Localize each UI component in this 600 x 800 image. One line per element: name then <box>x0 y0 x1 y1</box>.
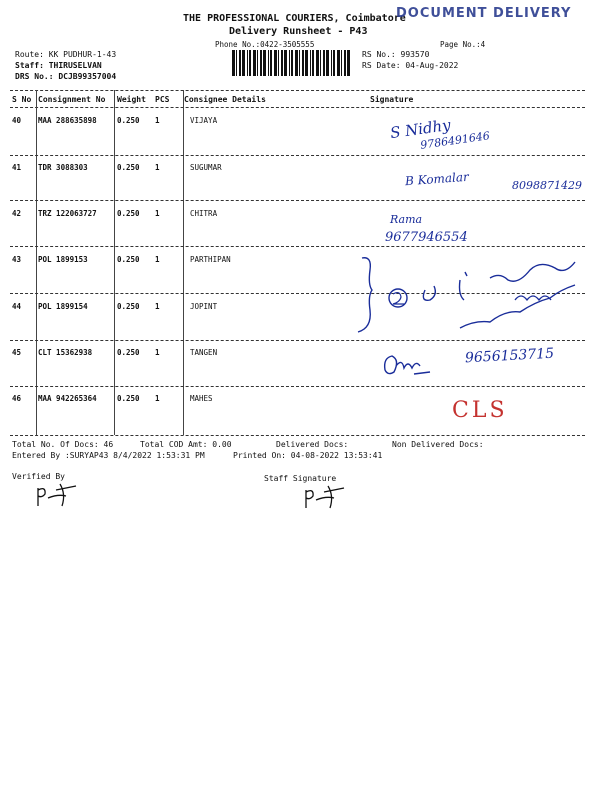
row-pcs: 1 <box>155 116 160 125</box>
row-consignment: MAA 288635898 <box>38 116 97 125</box>
document-delivery-stamp: DOCUMENT DELIVERY <box>396 6 572 21</box>
row-weight: 0.250 <box>117 348 140 357</box>
row-weight: 0.250 <box>117 116 140 125</box>
drs-number: DRS No.: DCJB99357004 <box>15 72 117 81</box>
row-sno: 42 <box>12 209 22 218</box>
cls-mark-row-46: CLS <box>452 398 508 423</box>
phone-row-40: 9786491646 <box>419 129 491 152</box>
phone-row-45: 9656153715 <box>464 345 555 367</box>
rs-number: RS No.: 993570 <box>362 50 430 59</box>
non-delivered-docs: Non Delivered Docs: <box>392 440 484 449</box>
row-consignment: CLT 15362938 <box>38 348 93 357</box>
row-consignee: MAHES <box>190 394 213 403</box>
row-consignee: SUGUMAR <box>190 163 222 172</box>
row-divider <box>10 155 585 156</box>
row-divider <box>10 246 585 247</box>
row-consignee: TANGEN <box>190 348 218 357</box>
total-cod: Total COD Amt: 0.00 <box>140 440 232 449</box>
verified-by-label: Verified By <box>12 472 65 481</box>
sheet-title: Delivery Runsheet - P43 <box>229 26 368 37</box>
total-docs: Total No. Of Docs: 46 <box>12 440 114 449</box>
col-sno: S No <box>12 95 32 104</box>
row-weight: 0.250 <box>117 394 140 403</box>
row-pcs: 1 <box>155 394 160 403</box>
column-divider <box>114 90 115 435</box>
phone-number: Phone No.:0422-3505555 <box>215 40 315 49</box>
row-pcs: 1 <box>155 163 160 172</box>
table-bottom-rule <box>10 435 585 436</box>
col-consignment: Consignment No <box>38 95 106 104</box>
route-label: Route: KK PUDHUR-1-43 <box>15 50 117 59</box>
page-number: Page No.:4 <box>440 40 486 49</box>
row-consignee: JOPINT <box>190 302 218 311</box>
table-header-rule <box>10 107 585 108</box>
row-sno: 40 <box>12 116 22 125</box>
column-divider <box>36 90 37 435</box>
row-consignee: PARTHIPAN <box>190 255 231 264</box>
row-divider <box>10 340 585 341</box>
row-sno: 43 <box>12 255 22 264</box>
signature-scribble-rows-43-44 <box>350 250 590 340</box>
rs-date: RS Date: 04-Aug-2022 <box>362 61 459 70</box>
signature-row-40: S Nidhy <box>389 115 452 143</box>
col-consignee: Consignee Details <box>184 95 266 104</box>
signature-row-45 <box>380 350 440 380</box>
staff-signature-label: Staff Signature <box>264 474 337 483</box>
row-weight: 0.250 <box>117 255 140 264</box>
row-pcs: 1 <box>155 209 160 218</box>
delivered-docs: Delivered Docs: <box>276 440 349 449</box>
verified-signature <box>32 478 92 508</box>
row-consignment: POL 1899154 <box>38 302 88 311</box>
row-consignment: TDR 3088303 <box>38 163 88 172</box>
row-weight: 0.250 <box>117 209 140 218</box>
col-pcs: PCS <box>155 95 170 104</box>
entered-by: Entered By :SURYAP43 8/4/2022 1:53:31 PM <box>12 451 205 460</box>
row-pcs: 1 <box>155 348 160 357</box>
row-consignee: VIJAYA <box>190 116 218 125</box>
row-consignee: CHITRA <box>190 209 218 218</box>
row-divider <box>10 386 585 387</box>
table-top-rule <box>10 90 585 91</box>
row-sno: 44 <box>12 302 22 311</box>
staff-signature <box>300 480 360 510</box>
printed-on: Printed On: 04-08-2022 13:53:41 <box>233 451 383 460</box>
row-consignment: TRZ 122063727 <box>38 209 97 218</box>
row-sno: 45 <box>12 348 22 357</box>
row-sno: 41 <box>12 163 22 172</box>
row-consignment: POL 1899153 <box>38 255 88 264</box>
company-name: THE PROFESSIONAL COURIERS, Coimbatore <box>183 13 406 24</box>
col-weight: Weight <box>117 95 146 104</box>
signature-row-42: Rama <box>390 213 423 226</box>
column-divider <box>183 90 184 435</box>
row-weight: 0.250 <box>117 163 140 172</box>
col-signature: Signature <box>370 95 414 104</box>
row-pcs: 1 <box>155 302 160 311</box>
phone-row-41: 8098871429 <box>512 179 582 192</box>
signature-row-41: B Komalar <box>404 169 470 189</box>
row-consignment: MAA 942265364 <box>38 394 97 403</box>
staff-label: Staff: THIRUSELVAN <box>15 61 102 70</box>
row-pcs: 1 <box>155 255 160 264</box>
row-sno: 46 <box>12 394 22 403</box>
row-weight: 0.250 <box>117 302 140 311</box>
row-divider <box>10 200 585 201</box>
barcode <box>230 50 355 76</box>
phone-row-42: 9677946554 <box>385 230 468 245</box>
